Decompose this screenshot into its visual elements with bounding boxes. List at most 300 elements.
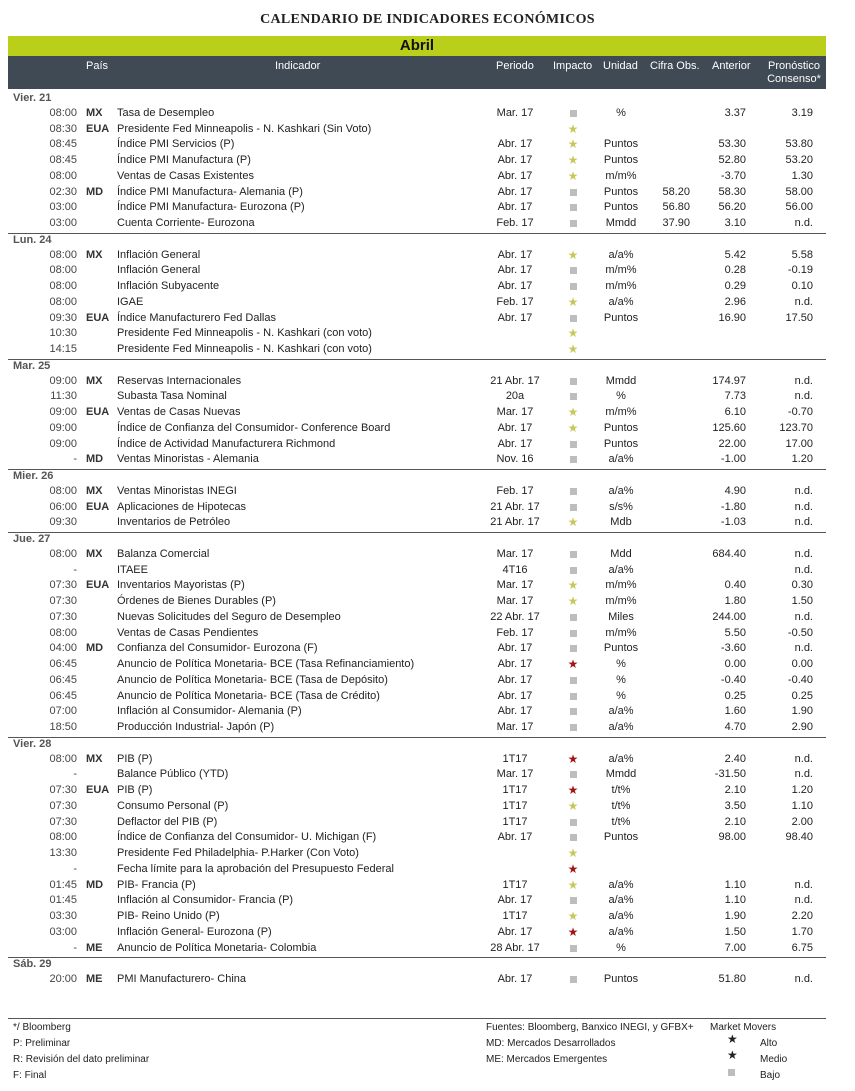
time-cell: 07:30 [49, 815, 77, 828]
time-cell: 08:00 [49, 264, 77, 277]
previous-cell: 4.70 [724, 721, 746, 733]
forecast-cell: 17.50 [785, 311, 813, 324]
impact-bajo-icon [561, 642, 585, 655]
previous-cell: 3.50 [724, 799, 746, 812]
previous-cell: -1.03 [720, 516, 746, 529]
forecast-cell: 5.58 [791, 248, 813, 261]
unit-cell: Puntos [603, 973, 639, 985]
indicator-cell: Deflactor del PIB (P) [117, 815, 218, 828]
time-cell: 08:00 [49, 547, 77, 560]
time-cell: 07:00 [49, 705, 77, 718]
alto-star-icon: ★ [727, 1032, 738, 1046]
forecast-cell: n.d. [794, 390, 813, 403]
header-pronostico-line1: Pronóstico [768, 60, 820, 72]
source-text: Fuentes: Bloomberg, Banxico INEGI, y GFBX+ [486, 1022, 694, 1033]
impact-bajo-icon [561, 375, 585, 388]
previous-cell: 2.10 [724, 815, 746, 828]
period-cell: Feb. 17 [496, 626, 534, 639]
impact-bajo-icon [561, 564, 585, 577]
region-cell: MD [86, 878, 104, 891]
note-bloomberg: */ Bloomberg [13, 1022, 71, 1033]
period-cell: Abr. 17 [497, 973, 533, 985]
unit-cell: m/m% [605, 280, 637, 292]
day-divider [8, 469, 826, 470]
previous-cell: 22.00 [718, 437, 746, 450]
header-unidad: Unidad [603, 60, 638, 72]
time-cell: 08:00 [49, 295, 77, 308]
forecast-cell: n.d. [794, 500, 813, 513]
impact-bajo-icon [561, 611, 585, 624]
period-cell: Abr. 17 [497, 642, 533, 655]
period-cell: Mar. 17 [496, 579, 534, 592]
indicator-cell: PIB (P) [117, 784, 153, 796]
previous-cell: 7.73 [724, 390, 746, 403]
period-cell: Abr. 17 [497, 831, 533, 844]
previous-cell: -31.50 [714, 768, 746, 781]
time-cell: 01:45 [49, 894, 77, 907]
period-cell: Abr. 17 [497, 185, 533, 198]
impact-medio-icon: ★ [567, 168, 579, 183]
period-cell: 1T17 [502, 878, 528, 891]
indicator-cell: Aplicaciones de Hipotecas [117, 500, 247, 513]
unit-cell: s/s% [609, 500, 633, 513]
time-cell: 08:00 [49, 626, 77, 639]
impact-bajo-icon [561, 942, 585, 955]
indicator-cell: Presidente Fed Minneapolis - N. Kashkari (Sin Voto) [117, 122, 372, 135]
impact-bajo-icon [561, 768, 585, 781]
previous-cell: 1.90 [724, 910, 746, 922]
unit-cell: Puntos [603, 138, 639, 151]
impact-alto-icon: ★ [567, 924, 579, 939]
forecast-cell: 98.40 [785, 831, 813, 844]
impact-medio-icon: ★ [567, 405, 579, 419]
period-cell: Mar. 17 [496, 406, 534, 418]
previous-cell: 58.30 [718, 185, 746, 198]
forecast-cell: 58.00 [785, 185, 813, 198]
forecast-cell: 1.30 [791, 169, 813, 182]
period-cell: Mar. 17 [496, 721, 534, 733]
previous-cell: 16.90 [718, 311, 746, 324]
unit-cell: t/t% [611, 815, 631, 828]
day-divider [8, 233, 826, 234]
forecast-cell: n.d. [794, 374, 813, 387]
legend-title: Market Movers [710, 1022, 777, 1033]
forecast-cell: 1.70 [791, 925, 813, 938]
impact-bajo-icon [561, 627, 585, 640]
indicator-cell: Índice Manufacturero Fed Dallas [117, 311, 276, 324]
header-pronostico-line2: Consenso* [767, 73, 821, 85]
impact-medio-icon: ★ [567, 515, 579, 530]
indicator-cell: Fecha límite para la aprobación del Presupuesto Federal [117, 862, 394, 875]
header-cifra: Cifra Obs. [650, 60, 700, 72]
region-cell: MX [86, 248, 103, 261]
indicator-cell: IGAE [117, 295, 144, 308]
forecast-cell: n.d. [794, 973, 813, 985]
forecast-cell: 56.00 [785, 201, 813, 214]
header-pais: País [86, 60, 109, 72]
header-indicador: Indicador [275, 60, 321, 72]
impact-medio-icon: ★ [567, 153, 579, 167]
region-cell: MD [86, 185, 104, 198]
unit-cell: a/a% [608, 705, 634, 718]
impact-medio-icon: ★ [567, 121, 579, 136]
region-cell: EUA [86, 406, 110, 418]
forecast-cell: n.d. [794, 516, 813, 529]
period-cell: Abr. 17 [497, 705, 533, 718]
indicator-cell: Inflación General [117, 264, 201, 277]
period-cell: Feb. 17 [496, 295, 534, 308]
forecast-cell: 1.20 [791, 784, 813, 796]
impact-medio-icon: ★ [567, 594, 579, 608]
indicator-cell: Ventas Minoristas - Alemania [117, 453, 259, 466]
time-cell: 09:00 [49, 406, 77, 418]
unit-cell: a/a% [608, 894, 634, 907]
impact-medio-icon: ★ [567, 420, 579, 435]
impact-bajo-icon [561, 217, 585, 230]
impact-bajo-icon [561, 690, 585, 703]
day-divider [8, 737, 826, 738]
unit-cell: Mdd [610, 547, 632, 560]
region-cell: EUA [86, 122, 110, 135]
previous-cell: 684.40 [712, 547, 746, 560]
time-cell: 08:30 [49, 122, 77, 135]
indicator-cell: Anuncio de Política Monetaria- BCE (Tasa de Crédito) [117, 689, 380, 702]
unit-cell: a/a% [608, 925, 634, 938]
day-label: Mier. 26 [13, 470, 54, 482]
forecast-cell: n.d. [794, 484, 813, 497]
region-cell: EUA [86, 500, 110, 513]
time-cell: - [73, 768, 77, 781]
region-cell: MX [86, 547, 103, 560]
unit-cell: % [616, 658, 626, 670]
forecast-cell: 0.00 [791, 658, 813, 670]
impact-medio-icon: ★ [567, 294, 579, 309]
impact-bajo-icon [561, 548, 585, 561]
period-cell: Mar. 17 [496, 768, 534, 781]
forecast-cell: -0.40 [787, 673, 813, 686]
previous-cell: 1.60 [724, 705, 746, 718]
time-cell: 09:00 [49, 421, 77, 434]
previous-cell: -1.00 [720, 453, 746, 466]
previous-cell: 174.97 [712, 374, 746, 387]
region-cell: MX [86, 484, 103, 497]
period-cell: 4T16 [502, 563, 528, 576]
unit-cell: Mdb [610, 516, 632, 529]
unit-cell: Puntos [603, 831, 639, 844]
period-cell: Abr. 17 [497, 673, 533, 686]
unit-cell: t/t% [611, 799, 631, 812]
impact-bajo-icon [561, 816, 585, 829]
time-cell: 06:45 [49, 658, 77, 670]
forecast-cell: -0.70 [787, 406, 813, 418]
impact-bajo-icon [561, 453, 585, 466]
previous-cell: 52.80 [718, 154, 746, 166]
unit-cell: Puntos [603, 437, 639, 450]
legend-alto: Alto [760, 1038, 778, 1049]
period-cell: Mar. 17 [496, 106, 534, 119]
unit-cell: m/m% [605, 264, 637, 277]
region-cell: MX [86, 752, 103, 765]
previous-cell: 0.00 [724, 658, 746, 670]
unit-cell: Mmdd [605, 217, 637, 229]
previous-cell: 0.28 [724, 264, 746, 277]
period-cell: 22 Abr. 17 [490, 610, 540, 623]
unit-cell: m/m% [605, 579, 637, 592]
observed-cell: 56.80 [662, 201, 690, 214]
previous-cell: -3.70 [720, 169, 746, 182]
indicator-cell: Ventas de Casas Existentes [117, 169, 254, 182]
period-cell: Abr. 17 [497, 894, 533, 907]
previous-cell: 1.10 [724, 894, 746, 907]
impact-bajo-icon [561, 438, 585, 451]
impact-bajo-icon [561, 501, 585, 514]
indicator-cell: Anuncio de Política Monetaria- Colombia [117, 941, 317, 954]
impact-alto-icon: ★ [567, 657, 579, 671]
time-cell: 08:00 [49, 248, 77, 261]
impact-bajo-icon [561, 186, 585, 199]
indicator-cell: Índice de Confianza del Consumidor- Conference Board [117, 421, 391, 434]
time-cell: 07:30 [49, 610, 77, 623]
indicator-cell: Ventas Minoristas INEGI [117, 484, 237, 497]
period-cell: 21 Abr. 17 [490, 516, 540, 529]
time-cell: 10:30 [49, 327, 77, 340]
period-cell: 1T17 [502, 910, 528, 922]
forecast-cell: 2.20 [791, 910, 813, 922]
impact-medio-icon: ★ [567, 342, 579, 356]
impact-medio-icon: ★ [567, 798, 579, 813]
previous-cell: 125.60 [712, 421, 746, 434]
indicator-cell: PIB (P) [117, 752, 153, 765]
footer-divider [8, 1018, 826, 1019]
period-cell: Abr. 17 [497, 280, 533, 292]
period-cell: 1T17 [502, 799, 528, 812]
previous-cell: 5.50 [724, 626, 746, 639]
unit-cell: Puntos [603, 311, 639, 324]
forecast-cell: 17.00 [785, 437, 813, 450]
period-cell: Abr. 17 [497, 689, 533, 702]
forecast-cell: n.d. [794, 642, 813, 655]
forecast-cell: n.d. [794, 295, 813, 308]
time-cell: 08:00 [49, 106, 77, 119]
legend-medio: Medio [760, 1054, 788, 1065]
time-cell: - [73, 453, 77, 466]
time-cell: - [73, 862, 77, 875]
indicator-cell: Inflación Subyacente [117, 280, 220, 292]
previous-cell: 4.90 [724, 484, 746, 497]
time-cell: 14:15 [49, 343, 77, 355]
previous-cell: -1.80 [720, 500, 746, 513]
time-cell: 09:00 [49, 374, 77, 387]
indicator-cell: Consumo Personal (P) [117, 799, 229, 812]
unit-cell: a/a% [608, 484, 634, 497]
indicator-cell: Balanza Comercial [117, 547, 210, 560]
observed-cell: 58.20 [662, 185, 690, 198]
previous-cell: 1.10 [724, 878, 746, 891]
forecast-cell: 3.19 [791, 106, 813, 119]
impact-bajo-icon [561, 721, 585, 734]
indicator-cell: Índice PMI Manufactura (P) [117, 154, 251, 166]
unit-cell: % [616, 390, 626, 403]
indicator-cell: Presidente Fed Minneapolis - N. Kashkari (con voto) [117, 343, 372, 355]
impact-bajo-icon [561, 831, 585, 844]
day-label: Lun. 24 [13, 233, 52, 246]
unit-cell: % [616, 689, 626, 702]
note-final: F: Final [13, 1070, 47, 1081]
region-cell: ME [86, 973, 103, 985]
day-label: Mar. 25 [13, 359, 51, 372]
unit-cell: t/t% [611, 784, 631, 796]
time-cell: 06:45 [49, 673, 77, 686]
forecast-cell: n.d. [794, 878, 813, 891]
indicator-cell: Anuncio de Política Monetaria- BCE (Tasa de Depósito) [117, 673, 388, 686]
indicator-cell: Índice PMI Servicios (P) [117, 138, 235, 151]
impact-alto-icon: ★ [567, 751, 579, 766]
indicator-cell: Órdenes de Bienes Durables (P) [117, 595, 276, 607]
period-cell: 21 Abr. 17 [490, 374, 540, 387]
region-cell: EUA [86, 579, 110, 592]
period-cell: 20a [505, 390, 525, 403]
indicator-cell: Inventarios Mayoristas (P) [117, 579, 245, 592]
time-cell: 03:00 [49, 217, 77, 229]
impact-alto-icon: ★ [567, 861, 579, 876]
time-cell: 08:00 [49, 831, 77, 844]
unit-cell: Mmdd [605, 374, 637, 387]
period-cell: Feb. 17 [496, 484, 534, 497]
period-cell: Abr. 17 [497, 169, 533, 182]
impact-bajo-icon [561, 485, 585, 498]
day-label: Jue. 27 [13, 533, 51, 545]
unit-cell: a/a% [608, 752, 634, 765]
legend-bajo: Bajo [760, 1070, 781, 1081]
unit-cell: a/a% [608, 910, 634, 922]
previous-cell: 98.00 [718, 831, 746, 844]
previous-cell: 1.80 [724, 595, 746, 607]
indicator-cell: Inflación General [117, 248, 201, 261]
day-divider [8, 532, 826, 533]
region-cell: MD [86, 453, 104, 466]
impact-bajo-icon [561, 973, 585, 986]
time-cell: 09:30 [49, 516, 77, 529]
time-cell: 03:00 [49, 201, 77, 214]
previous-cell: 3.10 [724, 217, 746, 229]
day-divider [8, 359, 826, 360]
unit-cell: Puntos [603, 154, 639, 166]
impact-medio-icon: ★ [567, 326, 579, 341]
previous-cell: 244.00 [712, 610, 746, 623]
forecast-cell: n.d. [794, 768, 813, 781]
impact-medio-icon: ★ [567, 247, 579, 262]
time-cell: 07:30 [49, 595, 77, 607]
forecast-cell: -0.50 [787, 626, 813, 639]
previous-cell: 7.00 [724, 941, 746, 954]
time-cell: 08:00 [49, 169, 77, 182]
impact-bajo-icon [561, 705, 585, 718]
region-cell: EUA [86, 311, 110, 324]
impact-medio-icon: ★ [567, 578, 579, 593]
header-periodo: Periodo [496, 60, 534, 72]
time-cell: 06:45 [49, 689, 77, 702]
unit-cell: % [616, 106, 626, 119]
forecast-cell: n.d. [794, 547, 813, 560]
previous-cell: 5.42 [724, 248, 746, 261]
impact-medio-icon: ★ [567, 137, 579, 152]
table-header [8, 56, 826, 89]
md-definition: MD: Mercados Desarrollados [486, 1038, 616, 1049]
previous-cell: 2.10 [724, 784, 746, 796]
forecast-cell: n.d. [794, 752, 813, 765]
period-cell: Abr. 17 [497, 421, 533, 434]
indicator-cell: PIB- Reino Unido (P) [117, 910, 220, 922]
impact-bajo-icon [561, 107, 585, 120]
forecast-cell: 53.80 [785, 138, 813, 151]
unit-cell: a/a% [608, 878, 634, 891]
forecast-cell: 1.50 [791, 595, 813, 607]
unit-cell: Miles [608, 610, 634, 623]
previous-cell: 2.40 [724, 752, 746, 765]
unit-cell: % [616, 673, 626, 686]
previous-cell: 1.50 [724, 925, 746, 938]
unit-cell: m/m% [605, 595, 637, 607]
previous-cell: 2.96 [724, 295, 746, 308]
header-impacto: Impacto [553, 60, 593, 72]
period-cell: 28 Abr. 17 [490, 941, 540, 954]
indicator-cell: Índice de Actividad Manufacturera Richmond [117, 437, 336, 450]
indicator-cell: Inflación General- Eurozona (P) [117, 925, 272, 938]
day-divider [8, 957, 826, 958]
report-title: CALENDARIO DE INDICADORES ECONÓMICOS [260, 12, 595, 27]
forecast-cell: n.d. [794, 894, 813, 907]
unit-cell: Puntos [603, 201, 639, 214]
header-pronostico [761, 60, 827, 86]
impact-bajo-icon [561, 312, 585, 325]
region-cell: ME [86, 941, 103, 954]
indicator-cell: Anuncio de Política Monetaria- BCE (Tasa Refinanciamiento) [117, 658, 415, 670]
me-definition: ME: Mercados Emergentes [486, 1054, 608, 1065]
time-cell: 03:00 [49, 925, 77, 938]
time-cell: 01:45 [49, 878, 77, 891]
indicator-cell: Inventarios de Petróleo [117, 516, 231, 529]
impact-bajo-icon [561, 894, 585, 907]
time-cell: - [73, 563, 77, 576]
impact-medio-icon: ★ [567, 909, 579, 923]
period-cell: Abr. 17 [497, 248, 533, 261]
period-cell: Abr. 17 [497, 201, 533, 214]
period-cell: Abr. 17 [497, 658, 533, 670]
previous-cell: 0.25 [724, 689, 746, 702]
period-cell: Abr. 17 [497, 154, 533, 166]
impact-bajo-icon [561, 201, 585, 214]
indicator-cell: Ventas de Casas Pendientes [117, 626, 259, 639]
time-cell: 07:30 [49, 579, 77, 592]
unit-cell: m/m% [605, 626, 637, 639]
previous-cell: 53.30 [718, 138, 746, 151]
unit-cell: Puntos [603, 185, 639, 198]
time-cell: 08:45 [49, 154, 77, 166]
indicator-cell: Balance Público (YTD) [117, 768, 229, 781]
forecast-cell: 2.00 [791, 815, 813, 828]
time-cell: 08:00 [49, 752, 77, 765]
observed-cell: 37.90 [662, 217, 690, 229]
period-cell: Nov. 16 [496, 453, 534, 466]
time-cell: 07:30 [49, 784, 77, 796]
medio-star-icon: ★ [727, 1048, 738, 1062]
time-cell: - [73, 941, 77, 954]
unit-cell: a/a% [608, 295, 634, 308]
impact-bajo-icon [561, 264, 585, 277]
header-anterior: Anterior [712, 60, 751, 72]
note-preliminar: P: Preliminar [13, 1038, 71, 1049]
impact-bajo-icon [561, 674, 585, 687]
